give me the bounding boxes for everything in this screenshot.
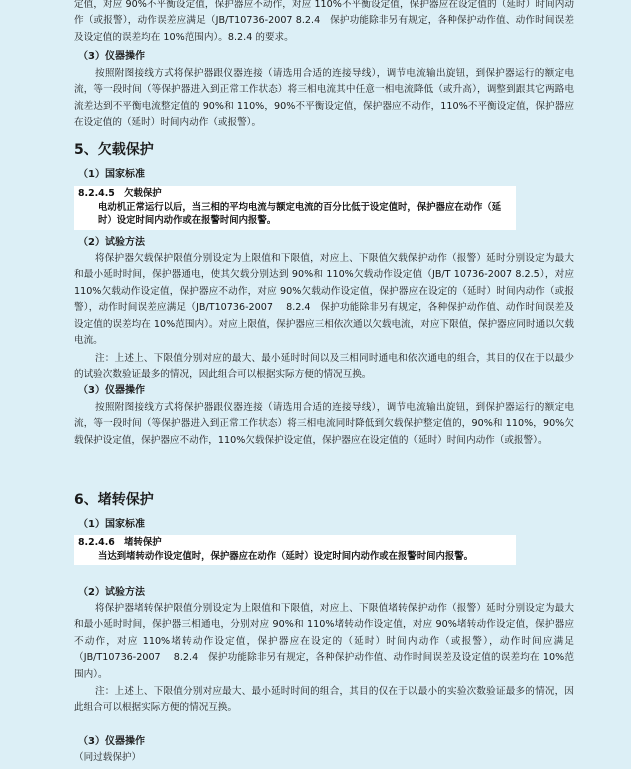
section-heading-underload: 5、欠载保护 — [74, 142, 154, 158]
subheading-national-standard: （1）国家标准 — [78, 169, 145, 180]
standard-clause-text: 当达到堵转动作设定值时，保护器应在动作（延时）设定时间内动作或在报警时间内报警。 — [98, 550, 474, 562]
standard-excerpt-underload — [74, 186, 516, 230]
subheading-test-method: （2）试验方法 — [78, 587, 145, 598]
section-heading-locked-rotor: 6、堵转保护 — [74, 492, 154, 508]
subheading-instrument-operation: （3）仪器操作 — [78, 385, 145, 396]
subheading-instrument-operation: （3）仪器操作 — [78, 51, 145, 62]
note-underload: 注：上述上、下限值分别对应的最大、最小延时时间以及三相同时通电和依次通电的组合，其目的仅在于以最少的试验次数验证最多的情况，因此组合可以根据实际方便的情况互换。 — [74, 353, 574, 381]
paragraph-imbalance-criteria: 定值，对应 90%不平衡设定值，保护器应不动作，对应 110%不平衡设定值，保护器应在设定值的（延时）时间内动作（或报警），动作误差应满足（JB/T10736-2007 8.2.4 保护功能除非另有规定，各种保护动作值、动作时间误差及设定值的误差均在 10%范围内）。8.2.4 的要求。 — [74, 0, 574, 43]
paragraph-imbalance-operation: 按照附图接线方式将保护器跟仪器连接（请选用合适的连接导线），调节电流输出旋钮，到保护器运行的额定电流，等一段时间（等保护器进入到正常工作状态）将三相电流其中任意一相电流降低（或升高），调整到跟其它两路电流差达到不平衡电流整定值的 90%和 110%，90%不平衡设定值，保护器应不动作，110%不平衡设定值，保护器应在设定值的（延时）时间内动作（或报警）。 — [74, 68, 574, 129]
standard-excerpt-locked-rotor — [74, 535, 516, 565]
paragraph-underload-operation: 按照附图接线方式将保护器跟仪器连接（请选用合适的连接导线），调节电流输出旋钮，到保护器运行的额定电流，等一段时间（等保护器进入到正常工作状态）将三相电流同时降低到欠载保护整定值的，90%和 110%，90%欠载保护设定值，保护器应不动作，110%欠载保护设定值，保护器应在设定值的（延时）时间内动作（或报警）。 — [74, 402, 574, 446]
paragraph-same-as-overload: （同过载保护） — [74, 752, 142, 763]
subheading-instrument-operation: （3）仪器操作 — [78, 736, 145, 747]
subheading-test-method: （2）试验方法 — [78, 237, 145, 248]
standard-clause-code: 8.2.4.5 欠载保护 — [78, 188, 162, 199]
note-locked-rotor: 注：上述上、下限值分别对应最大、最小延时时间的组合，其目的仅在于以最小的实验次数验证最多的情况，因此组合可以根据实际方便的情况互换。 — [74, 686, 574, 714]
paragraph-locked-rotor-test-method: 将保护器堵转保护限值分别设定为上限值和下限值，对应上、下限值堵转保护动作（报警）延时分别设定为最大和最小延时时间，保护器三相通电，分别对应 90%和 110%堵转动作设定值，对应 90%堵转动作设定值，保护器应不动作，对应 110%堵转动作设定值，保护器应在设定的（延时）时间内动作（或报警），动作时间应满足（JB/T10736-2007 8.2.4 保护功能除非另有规定，各种保护动作值、动作时间误差及设定值的误差均在 10%范围内）。 — [74, 603, 574, 680]
subheading-national-standard: （1）国家标准 — [78, 519, 145, 530]
paragraph-underload-test-method: 将保护器欠载保护限值分别设定为上限值和下限值，对应上、下限值欠载保护动作（报警）延时分别设定为最大和最小延时时间，保护器通电，使其欠载分别达到 90%和 110%欠载动作设定值（JB/T 10736-2007 8.2.5），对应 110%欠载动作设定值，保护器应不动作，对应 90%欠载动作设定值，保护器应在设定的（延时）时间内动作（或报警），动作时间误差应满足（JB/T10736-2007 8.2.4 保护功能除非另有规定，各种保护动作值、动作时间误差及设定值的误差均在 10%范围内）。对应上限值，保护器应三相依次通以欠载电流，对应下限值，保护器应同时通以欠载电流。 — [74, 253, 574, 347]
standard-clause-code: 8.2.4.6 堵转保护 — [78, 537, 162, 548]
standard-clause-text: 电动机正常运行以后，当三相的平均电流与额定电流的百分比低于设定值时，保护器应在动作（延时）设定时间内动作或在报警时间内报警。 — [98, 201, 502, 226]
